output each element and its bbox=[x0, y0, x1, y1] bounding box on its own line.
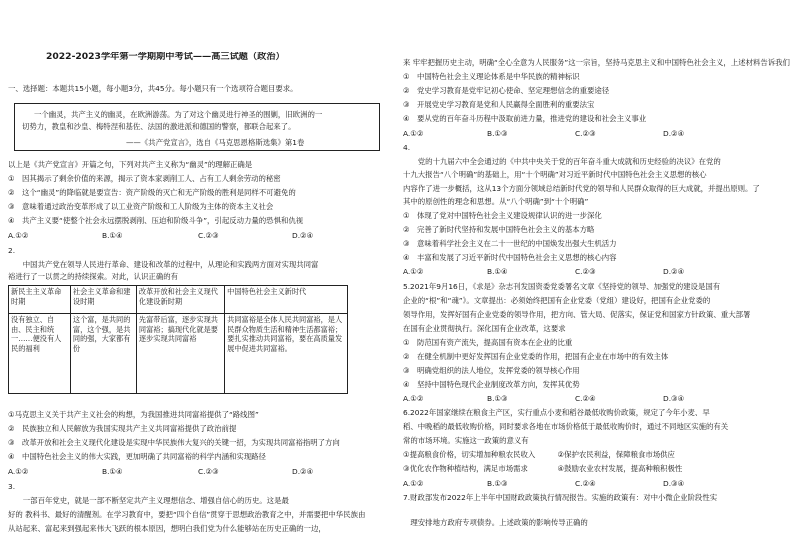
choice-b: B.①④ bbox=[102, 231, 123, 240]
option: ③ 意味着科学社会主义在二十一世纪的中国焕发出强大生机活力 bbox=[403, 239, 617, 248]
choice-c: C.②④ bbox=[575, 394, 596, 403]
option: ② 党史学习教育是党牢记初心使命、坚定理想信念的重要途径 bbox=[403, 86, 610, 95]
option: ③ 开展党史学习教育是党和人民赢得全面胜利的重要法宝 bbox=[403, 100, 595, 109]
choice-a: A.①② bbox=[403, 267, 424, 276]
section-heading: 一、选择题：本题共15小题，每小题3分，共45分。每小题只有一个选项符合题目要求。 bbox=[8, 84, 298, 93]
choice-a: A.①② bbox=[8, 467, 29, 476]
option: ③ 明确党组织的法人地位，发挥党委的领导核心作用 bbox=[403, 366, 580, 375]
question-number: 3. bbox=[8, 482, 16, 491]
option: ④ 中国特色社会主义的伟大实践，更加明确了共同富裕的科学内涵和实现路径 bbox=[8, 452, 266, 461]
question-stem: 6.2022年国家继续在粮食主产区，实行重点小麦和稻谷最低收购价政策，规定了今年小麦、早 bbox=[403, 408, 710, 417]
question-stem: 企业的“根”和“魂”》。文章提出：必须始终把国有企业党委（党组）建设好，把国有企业党委的 bbox=[403, 296, 711, 305]
table-cell: 先富带后富，逐步实现共同富裕；搞现代化就是要逐步实现共同富裕 bbox=[136, 314, 224, 394]
quote-line: 一个幽灵，共产主义的幽灵，在欧洲游荡。为了对这个幽灵进行神圣的围剿，旧欧洲的一 bbox=[34, 110, 323, 119]
option: ④ 要从党的百年奋斗历程中汲取前进力量，推进党的建设和社会主义事业 bbox=[403, 114, 647, 123]
option: ② 民族独立和人民解放为我国实现共产主义共同富裕提供了政治前提 bbox=[8, 424, 237, 433]
question-stem: 7.财政部发布2022年上半年中国财政政策执行情况报告。实施的政策有：对中小微企业阶段性实 bbox=[403, 493, 718, 502]
question-stem: 从站起来、富起来到强起来伟大飞跃的根本原因，想明白我们党为什么能够站在历史正确的一边， bbox=[8, 524, 326, 533]
question-stem: 领导作用，发挥好国有企业党委的领导作用，把方向、管大局、促落实，保证党和国家方针政策、重大部署 bbox=[403, 310, 751, 319]
table-header: 社会主义革命和建设时期 bbox=[70, 286, 136, 314]
option: ② 完善了新时代坚持和发展中国特色社会主义的基本方略 bbox=[403, 225, 595, 234]
question-number: 2. bbox=[8, 246, 16, 255]
quote-source: ——《共产党宣言》，选自《马克思恩格斯选集》第1卷 bbox=[126, 138, 305, 147]
question-stem: 裕进行了一以贯之的持续探索。对此，认识正确的有 bbox=[8, 272, 178, 281]
question-stem: 其中的原创性的理念和思想。从“八个明确”到“十个明确” bbox=[403, 197, 589, 206]
choice-d: D.③④ bbox=[663, 394, 685, 403]
table-cell: 这个富，是共同的富，这个强，是共同的强，大家都有份 bbox=[70, 314, 136, 394]
option: ①提高粮食价格，切实增加种粮农民收入 ②保护农民利益，保障粮食市场供应 bbox=[403, 450, 675, 459]
option: ① 中国特色社会主义理论体系是中华民族的精神标识 bbox=[403, 72, 580, 81]
choice-d: D.②④ bbox=[292, 231, 314, 240]
question-stem: 以上是《共产党宣言》开篇之句，下列对共产主义称为“幽灵”的理解正确是 bbox=[8, 160, 253, 169]
option: ③ 意味着通过政治变革形成了以工业资产阶级和工人阶级为主体的资本主义社会 bbox=[8, 202, 274, 211]
question-stem: 来 牢牢把握历史主动，明确“全心全意为人民服务”这一宗旨，坚持马克思主义和中国特色社会主义，上述材料告诉我们 bbox=[403, 58, 790, 67]
option: ③ 改革开放和社会主义现代化建设是实现中华民族伟大复兴的关键一招，为实现共同富裕指明了方向 bbox=[8, 438, 340, 447]
choice-a: A.①② bbox=[403, 479, 424, 488]
question-stem: 稻、中晚稻的最低收购价格，同时要求各地在市场价格低于最低收购价时，通过不同地区实施的有关 bbox=[403, 422, 729, 431]
choice-d: D.②④ bbox=[292, 467, 314, 476]
choice-d: D.③④ bbox=[663, 479, 685, 488]
option: ① 体现了党对中国特色社会主义建设规律认识的进一步深化 bbox=[403, 211, 602, 220]
table-header: 中国特色社会主义新时代 bbox=[225, 286, 348, 314]
table-header: 改革开放和社会主义现代化建设新时期 bbox=[136, 286, 224, 314]
option: ② 在健全机制中更好发挥国有企业党委的作用，把国有企业在市场中的有效主体 bbox=[403, 352, 669, 361]
exam-title: 2022-2023学年第一学期期中考试——高三试题（政治） bbox=[46, 52, 285, 61]
choice-c: C.②④ bbox=[575, 479, 596, 488]
choice-c: C.②③ bbox=[575, 267, 596, 276]
question-number: 4. bbox=[403, 143, 411, 152]
question-stem: 5.2021年9月16日，《求是》杂志刊发国资委党委署名文章《坚持党的领导、加强党的建设是国有 bbox=[403, 282, 721, 291]
option: ③优化农作物种植结构，满足市场需求 ④鼓励农业农村发展，提高种粮积极性 bbox=[403, 464, 683, 473]
choice-b: B.①③ bbox=[487, 394, 508, 403]
choice-c: C.②③ bbox=[198, 467, 219, 476]
question-stem: 常的市场环境。实施这一政策的意义有 bbox=[403, 436, 529, 445]
option: ① 防范国有资产流失，提高国有资本在企业的比重 bbox=[403, 338, 573, 347]
question-stem: 党的十九届六中全会通过的《中共中央关于党的百年奋斗重大成就和历史经验的决议》在党的 bbox=[403, 157, 721, 166]
question-stem: 好的 教科书、最好的清醒剂。在学习教育中，要把“四个自信”贯穿于思想政治教育之中，并需要把中华民族由 bbox=[8, 510, 366, 519]
option: ④ 丰富和发展了习近平新时代中国特色社会主义思想的核心内容 bbox=[403, 253, 617, 262]
choice-a: A.①② bbox=[403, 129, 424, 138]
option: ④ 坚持中国特色现代企业制度改革方向，发挥其优势 bbox=[403, 380, 580, 389]
choice-a: A.①② bbox=[403, 394, 424, 403]
question-stem: 一部百年党史，就是一部不断坚定共产主义理想信念、增强自信心的历史。这是最 bbox=[8, 496, 289, 505]
choice-b: B.①③ bbox=[487, 129, 508, 138]
table-header: 新民主主义革命时期 bbox=[9, 286, 71, 314]
table-cell: 共同富裕是全体人民共同富裕，是人民群众物质生活和精神生活都富裕；要扎实推动共同富裕，要在高质量发展中促进共同富裕。 bbox=[225, 314, 348, 394]
question-stem: 中国共产党在领导人民进行革命、建设和改革的过程中，从理论和实践两方面对实现共同富 bbox=[8, 260, 319, 269]
quote-line: 切势力，教皇和沙皇、梅特涅和基佐、法国的激进派和德国的警察，都联合起来了。 bbox=[22, 122, 296, 131]
choice-d: D.②④ bbox=[663, 267, 685, 276]
option: ② 这个“幽灵”的降临就是要宣告：资产阶级的灭亡和无产阶级的胜利是同样不可避免的 bbox=[8, 188, 296, 197]
choice-a: A.①② bbox=[8, 231, 29, 240]
choice-b: B.①④ bbox=[487, 267, 508, 276]
question-stem: 理安排地方政府专项债券。上述政策的影响传导正确的 bbox=[403, 518, 588, 527]
option: ④ 共产主义要“使整个社会永远摆脱剥削、压迫和阶级斗争”，引起反动力量的恐惧和仇视 bbox=[8, 216, 304, 225]
choice-c: C.②③ bbox=[198, 231, 219, 240]
choice-b: B.①④ bbox=[102, 467, 123, 476]
question-stem: 内容作了进一步概括，这从13个方面分领域总结新时代党的领导和人民群众取得的巨大成就，并提出原则。了 bbox=[403, 184, 760, 193]
choice-d: D.②④ bbox=[663, 129, 685, 138]
choice-c: C.②③ bbox=[575, 129, 596, 138]
option: ①马克思主义关于共产主义社会的构想，为我国推进共同富裕提供了“路线图” bbox=[8, 410, 259, 419]
question-stem: 十九大报告“八个明确”的基础上，用“十个明确”对习近平新时代中国特色社会主义思想的核心 bbox=[403, 170, 707, 179]
question-stem: 在国有企业贯彻执行。深化国有企业改革，这要求 bbox=[403, 324, 566, 333]
history-table bbox=[8, 285, 348, 394]
choice-b: B.①③ bbox=[487, 479, 508, 488]
table-cell: 没有独立、自由、民主和统一……便没有人民的福利 bbox=[9, 314, 71, 394]
option: ① 因其揭示了剩余价值的来源，揭示了资本家剥削工人、占有工人剩余劳动的秘密 bbox=[8, 174, 281, 183]
